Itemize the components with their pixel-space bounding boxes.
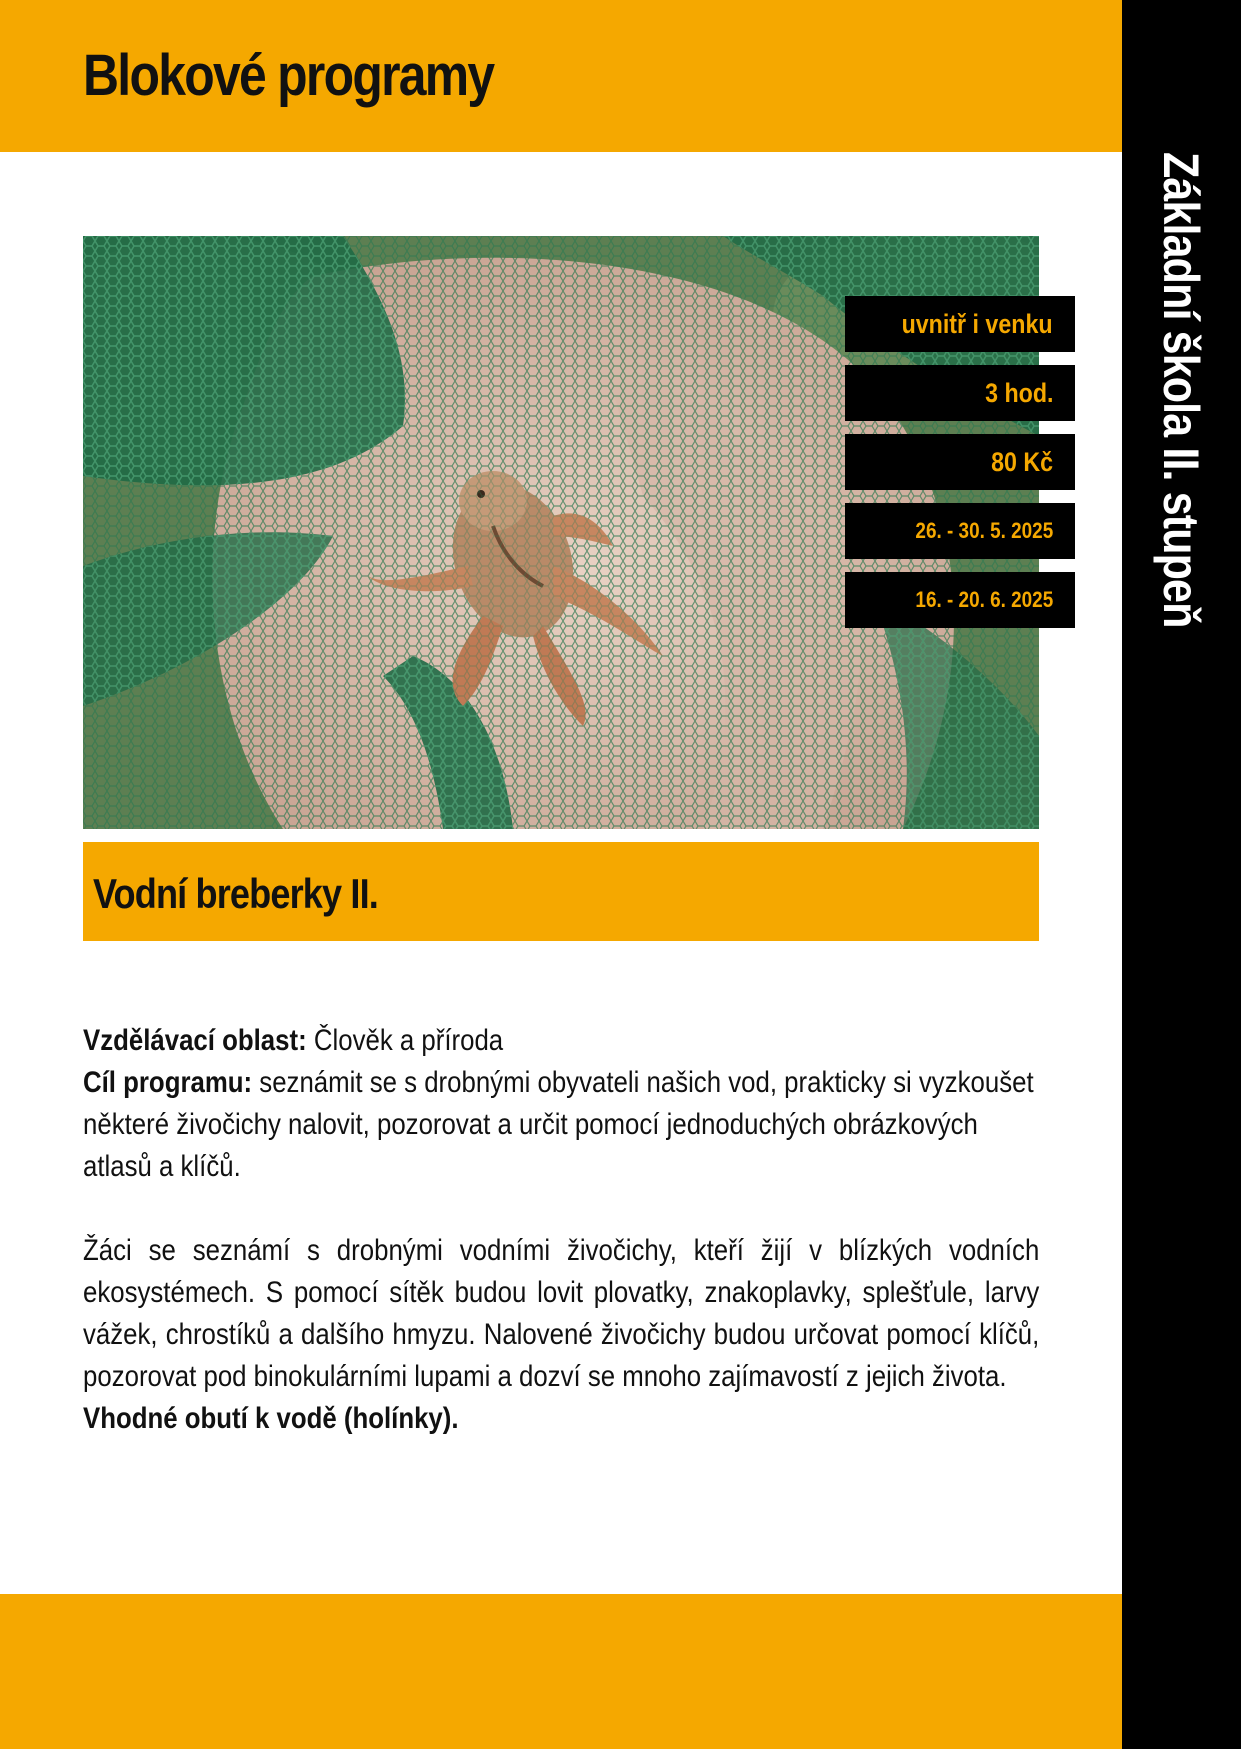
- date-tag-2-text: 16. - 20. 6. 2025: [915, 587, 1053, 612]
- price-tag: [845, 434, 1075, 490]
- footwear-note: [83, 1398, 1039, 1440]
- location-tag: [845, 296, 1075, 352]
- program-title: Vodní breberky II.: [93, 870, 378, 917]
- duration-tag-text: 3 hod.: [984, 377, 1053, 408]
- price-tag-text: 80 Kč: [991, 446, 1053, 477]
- duration-tag: [845, 365, 1075, 421]
- paragraph-gap: [83, 1188, 1039, 1230]
- program-description: [83, 1020, 1039, 1440]
- goal-value: seznámit se s drobnými obyvateli našich vod, prakticky si vyzkoušet některé živočichy nalovit, pozorovat a určit pomocí jednoduchých obrázkových atlasů a klíčů.: [83, 1066, 1034, 1183]
- page-title: Blokové programy: [83, 43, 494, 108]
- program-tags: [845, 296, 1075, 641]
- date-tag-1-text: 26. - 30. 5. 2025: [915, 518, 1053, 543]
- area-label: Vzdělávací oblast:: [83, 1024, 307, 1057]
- date-tag-1: [845, 503, 1075, 559]
- goal-label: Cíl programu:: [83, 1066, 253, 1099]
- area-value: Člověk a příroda: [306, 1024, 504, 1057]
- footer-band: [0, 1594, 1122, 1749]
- side-label: Základní škola II. stupeň: [1153, 152, 1209, 628]
- location-tag-text: uvnitř i venku: [902, 308, 1053, 339]
- description-paragraph: Žáci se seznámí s drobnými vodními živočichy, kteří žijí v blízkých vodních ekosystémech. S pomocí sítěk budou lovit plovatky, znakoplavky, splešťule, larvy vážek, chrostíků a dalšího hmyzu. Nalovené živočichy budou určovat pomocí klíčů, pozorovat pod binokulárními lupami a dozví se mnoho zajímavostí z jejich života.: [83, 1234, 1040, 1393]
- goal-line: [83, 1062, 1039, 1188]
- area-line: [83, 1020, 1039, 1062]
- date-tag-2: [845, 572, 1075, 628]
- footwear-note-text: Vhodné obutí k vodě (holínky).: [83, 1402, 459, 1435]
